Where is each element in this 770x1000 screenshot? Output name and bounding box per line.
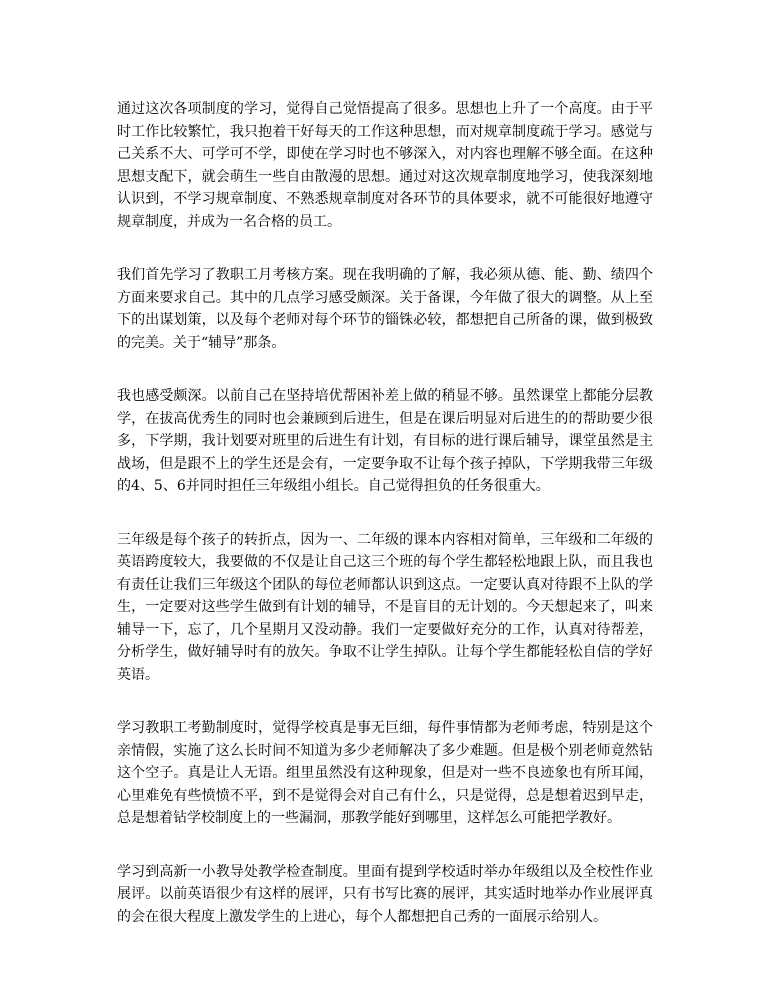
document-body — [117, 98, 653, 959]
paragraph-1: 通过这次各项制度的学习，觉得自己觉悟提高了很多。思想也上升了一个高度。由于平时工作比较繁忙，我只抱着干好每天的工作这种思想，而对规章制度疏于学习。感觉与己关系不大、可学可不学，即使在学习时也不够深入，对内容也理解不够全面。在这种思想支配下，就会萌生一些自由散漫的思想。通过对这次规章制度地学习，使我深刻地认识到，不学习规章制度、不熟悉规章制度对各环节的具体要求，就不可能很好地遵守规章制度，并成为一名合格的员工。 — [117, 101, 653, 230]
paragraph-2: 我们首先学习了教职工月考核方案。现在我明确的了解，我必须从德、能、勤、绩四个方面来要求自己。其中的几点学习感受颇深。关于备课，今年做了很大的调整。从上至下的出谋划策，以及每个老师对每个环节的锱铢必较，都想把自己所备的课，做到极致的完美。关于“辅导”那条。 — [117, 267, 653, 351]
paragraph-3: 我也感受颇深。以前自己在坚持培优帮困补差上做的稍显不够。虽然课堂上都能分层教学，在拔高优秀生的同时也会兼顾到后进生，但是在课后明显对后进生的的帮助要少很多，下学期，我计划要对班里的后进生有计划，有目标的进行课后辅导，课堂虽然是主战场，但是跟不上的学生还是会有，一定要争取不让每个孩子掉队，下学期我带三年级的4、5、6并同时担任三年级组小组长。自己觉得担负的任务很重大。 — [117, 388, 653, 494]
paragraph-6: 学习到高新一小教导处教学检查制度。里面有提到学校适时举办年级组以及全校性作业展评。以前英语很少有这样的展评，只有书写比赛的展评，其实适时地举办作业展评真的会在很大程度上激发学生的上进心，每个人都想把自己秀的一面展示给别人。 — [117, 863, 653, 925]
paragraph-4: 三年级是每个孩子的转折点，因为一、二年级的课本内容相对简单，三年级和二年级的英语跨度较大，我要做的不仅是让自己这三个班的每个学生都轻松地跟上队，而且我也有责任让我们三年级这个团队的每位老师都认识到这点。一定要认真对待跟不上队的学生，一定要对这些学生做到有计划的辅导，不是盲目的无计划的。今天想起来了，叫来辅导一下，忘了，几个星期月又没动静。我们一定要做好充分的工作，认真对待帮差，分析学生，做好辅导时有的放矢。争取不让学生掉队。让每个学生都能轻松自信的学好英语。 — [117, 531, 653, 683]
paragraph-5: 学习教职工考勤制度时，觉得学校真是事无巨细，每件事情都为老师考虑，特别是这个亲情假，实施了这么长时间不知道为多少老师解决了多少难题。但是极个别老师竟然钻这个空子。真是让人无语。组里虽然没有这种现象，但是对一些不良迹象也有所耳闻，心里难免有些愤愤不平，到不是觉得会对自己有什么，只是觉得，总是想着迟到早走，总是想着钻学校制度上的一些漏洞，那教学能好到哪里，这样怎么可能把学教好。 — [117, 720, 653, 826]
